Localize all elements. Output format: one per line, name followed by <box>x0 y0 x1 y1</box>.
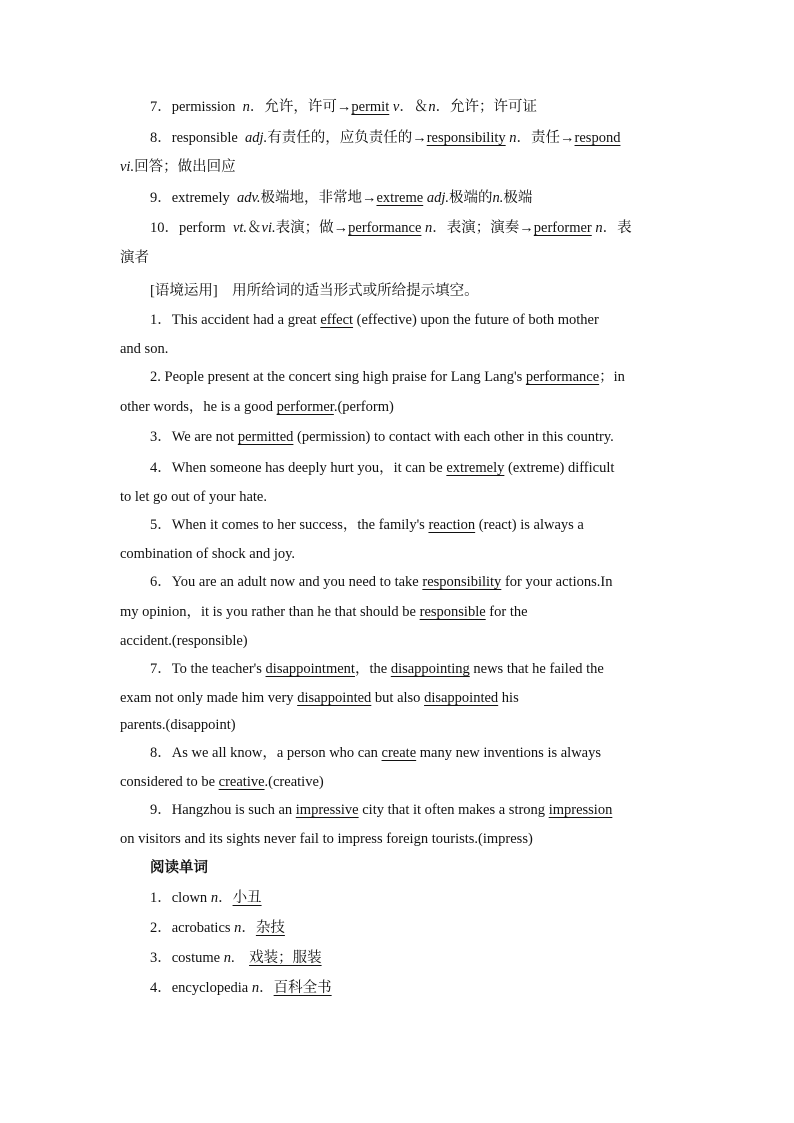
definition: 极端的 <box>448 190 493 206</box>
definition: ．责任→ <box>516 130 575 146</box>
headword: responsible <box>171 130 238 146</box>
sentence-text: ；in <box>599 369 625 385</box>
part-of-speech: n <box>509 130 517 146</box>
sentence-2 <box>150 367 625 387</box>
definition: 有责任的，应负责任的→ <box>267 130 427 146</box>
answer-blank: respond <box>574 130 621 146</box>
sentence-5 <box>150 515 584 535</box>
vocab-item-10-cont <box>120 248 149 268</box>
headword: acrobatics <box>171 920 231 936</box>
answer-blank: reaction <box>428 517 476 533</box>
item-number: 1． <box>150 890 172 906</box>
sentence-text: 9．Hangzhou is such an <box>150 802 296 818</box>
part-of-speech: vi. <box>120 159 135 175</box>
answer-blank: performer <box>276 399 334 415</box>
part-of-speech: n <box>234 920 242 936</box>
sentence-text: 1．This accident had a great <box>150 312 321 328</box>
part-of-speech: n <box>210 890 219 906</box>
sentence-4-cont: to let go out of your hate. <box>120 489 267 505</box>
vocab-item-9 <box>150 188 532 208</box>
separator: ． <box>241 920 256 936</box>
answer-blank: performer <box>533 220 592 236</box>
sentence-text: ，the <box>354 661 391 677</box>
definition: ．允许，许可→ <box>249 99 352 115</box>
sentence-text: 3．We are not <box>150 429 238 445</box>
headword: extremely <box>171 190 230 206</box>
vocab-item-8 <box>150 128 620 148</box>
vocab-item-10 <box>150 218 632 238</box>
reading-item-2 <box>150 918 285 938</box>
part-of-speech: n <box>428 99 436 115</box>
reading-item-4 <box>150 978 332 998</box>
sentence-6 <box>150 572 612 592</box>
sentence-2-cont <box>120 397 394 417</box>
headword: costume <box>171 950 221 966</box>
part-of-speech: adj. <box>245 130 268 146</box>
item-number: 10． <box>150 220 179 236</box>
sentence-text: (extreme) difficult <box>504 460 615 476</box>
sentence-text: 5．When it comes to her success，the family's <box>150 517 429 533</box>
definition: 演者 <box>120 250 149 266</box>
sentence-6-cont2: accident.(responsible) <box>120 633 248 649</box>
sentence-text: other words，he is a good <box>120 399 277 415</box>
answer-blank: extremely <box>446 460 505 476</box>
item-number: 9． <box>150 190 172 206</box>
item-number: 4． <box>150 980 172 996</box>
answer-blank: extreme <box>376 190 424 206</box>
reading-item-1 <box>150 888 262 908</box>
headword: perform <box>179 220 226 236</box>
reading-item-3 <box>150 948 322 968</box>
item-number: 2． <box>150 920 172 936</box>
part-of-speech: adv. <box>236 190 261 206</box>
answer-blank: disappointment <box>265 661 355 677</box>
answer-blank: permit <box>351 99 390 115</box>
separator: ．＆ <box>399 99 429 115</box>
headword: clown <box>171 890 208 906</box>
definition: 极端地，非常地→ <box>260 190 377 206</box>
definition: 回答；做出回应 <box>134 159 236 175</box>
sentence-7-cont <box>120 688 519 708</box>
answer-blank: creative <box>218 774 265 790</box>
sentence-text: 7．To the teacher's <box>150 661 266 677</box>
answer-blank: 百科全书 <box>273 980 332 996</box>
answer-blank: disappointed <box>424 690 499 706</box>
sentence-text: .(creative) <box>264 774 324 790</box>
part-of-speech: n <box>242 99 250 115</box>
sentence-5-cont: combination of shock and joy. <box>120 546 296 562</box>
answer-blank: responsibility <box>426 130 506 146</box>
sentence-text: news that he failed the <box>469 661 604 677</box>
sentence-1-cont: and son. <box>120 341 169 357</box>
answer-blank: create <box>381 745 417 761</box>
answer-blank: responsibility <box>422 574 502 590</box>
answer-blank: effect <box>320 312 354 328</box>
sentence-8-cont <box>120 772 324 792</box>
separator: . <box>230 950 250 966</box>
section-title-reading: 阅读单词 <box>150 860 208 876</box>
sentence-text: city that it often makes a strong <box>358 802 549 818</box>
sentence-6-cont <box>120 602 528 622</box>
separator: ＆ <box>247 220 262 236</box>
sentence-1 <box>150 310 599 330</box>
answer-blank: responsible <box>419 604 486 620</box>
sentence-9-cont: on visitors and its sights never fail to impress foreign tourists.(impress) <box>120 831 533 847</box>
separator: ． <box>218 890 233 906</box>
answer-blank: disappointing <box>390 661 470 677</box>
sentence-text: considered to be <box>120 774 219 790</box>
answer-blank: impression <box>548 802 613 818</box>
sentence-text: .(perform) <box>333 399 394 415</box>
separator: ． <box>259 980 274 996</box>
sentence-text: my opinion，it is you rather than he that should be <box>120 604 420 620</box>
sentence-text: (permission) to contact with each other in this country. <box>293 429 614 445</box>
sentence-4 <box>150 458 614 478</box>
sentence-7 <box>150 659 604 679</box>
part-of-speech: n. <box>492 190 504 206</box>
sentence-text: exam not only made him very <box>120 690 298 706</box>
sentence-text: for the <box>485 604 528 620</box>
answer-blank: performance <box>525 369 600 385</box>
answer-blank: impressive <box>295 802 359 818</box>
answer-blank: performance <box>348 220 422 236</box>
part-of-speech: n <box>595 220 603 236</box>
item-number: 3． <box>150 950 172 966</box>
definition: 表演；做→ <box>275 220 349 236</box>
part-of-speech: n <box>425 220 433 236</box>
sentence-8 <box>150 743 601 763</box>
part-of-speech: v <box>392 99 400 115</box>
vocab-item-7 <box>150 97 537 117</box>
part-of-speech: vt. <box>232 220 248 236</box>
sentence-7-cont2: parents.(disappoint) <box>120 717 236 733</box>
sentence-text: 6．You are an adult now and you need to take <box>150 574 423 590</box>
definition: ．表 <box>602 220 632 236</box>
answer-blank: disappointed <box>297 690 372 706</box>
headword: encyclopedia <box>171 980 249 996</box>
part-of-speech: vi. <box>261 220 276 236</box>
sentence-3 <box>150 427 614 447</box>
item-number: 8． <box>150 130 172 146</box>
answer-blank: 戏装；服装 <box>249 950 322 966</box>
definition: ．表演；演奏→ <box>432 220 534 236</box>
part-of-speech: n <box>251 980 260 996</box>
sentence-text: for your actions.In <box>501 574 613 590</box>
definition: ．允许；许可证 <box>435 99 538 115</box>
sentence-text: many new inventions is always <box>416 745 602 761</box>
sentence-text: (react) is always a <box>475 517 584 533</box>
answer-blank: permitted <box>237 429 294 445</box>
sentence-text: 4．When someone has deeply hurt you，it can be <box>150 460 447 476</box>
vocab-item-8-cont <box>120 157 236 177</box>
sentence-text: but also <box>371 690 425 706</box>
sentence-text: (effective) upon the future of both mother <box>353 312 599 328</box>
item-number: 7． <box>150 99 172 115</box>
part-of-speech: n <box>223 950 231 966</box>
sentence-text: 2. People present at the concert sing high praise for Lang Lang's <box>150 369 526 385</box>
sentence-text: 8．As we all know，a person who can <box>150 745 382 761</box>
headword: permission <box>171 99 236 115</box>
definition: 极端 <box>503 190 533 206</box>
sentence-9 <box>150 800 612 820</box>
section-title-context: [语境运用] 用所给词的适当形式或所给提示填空。 <box>150 283 479 299</box>
answer-blank: 小丑 <box>232 890 262 906</box>
answer-blank: 杂技 <box>255 920 285 936</box>
sentence-text: his <box>498 690 519 706</box>
part-of-speech: adj. <box>426 190 449 206</box>
